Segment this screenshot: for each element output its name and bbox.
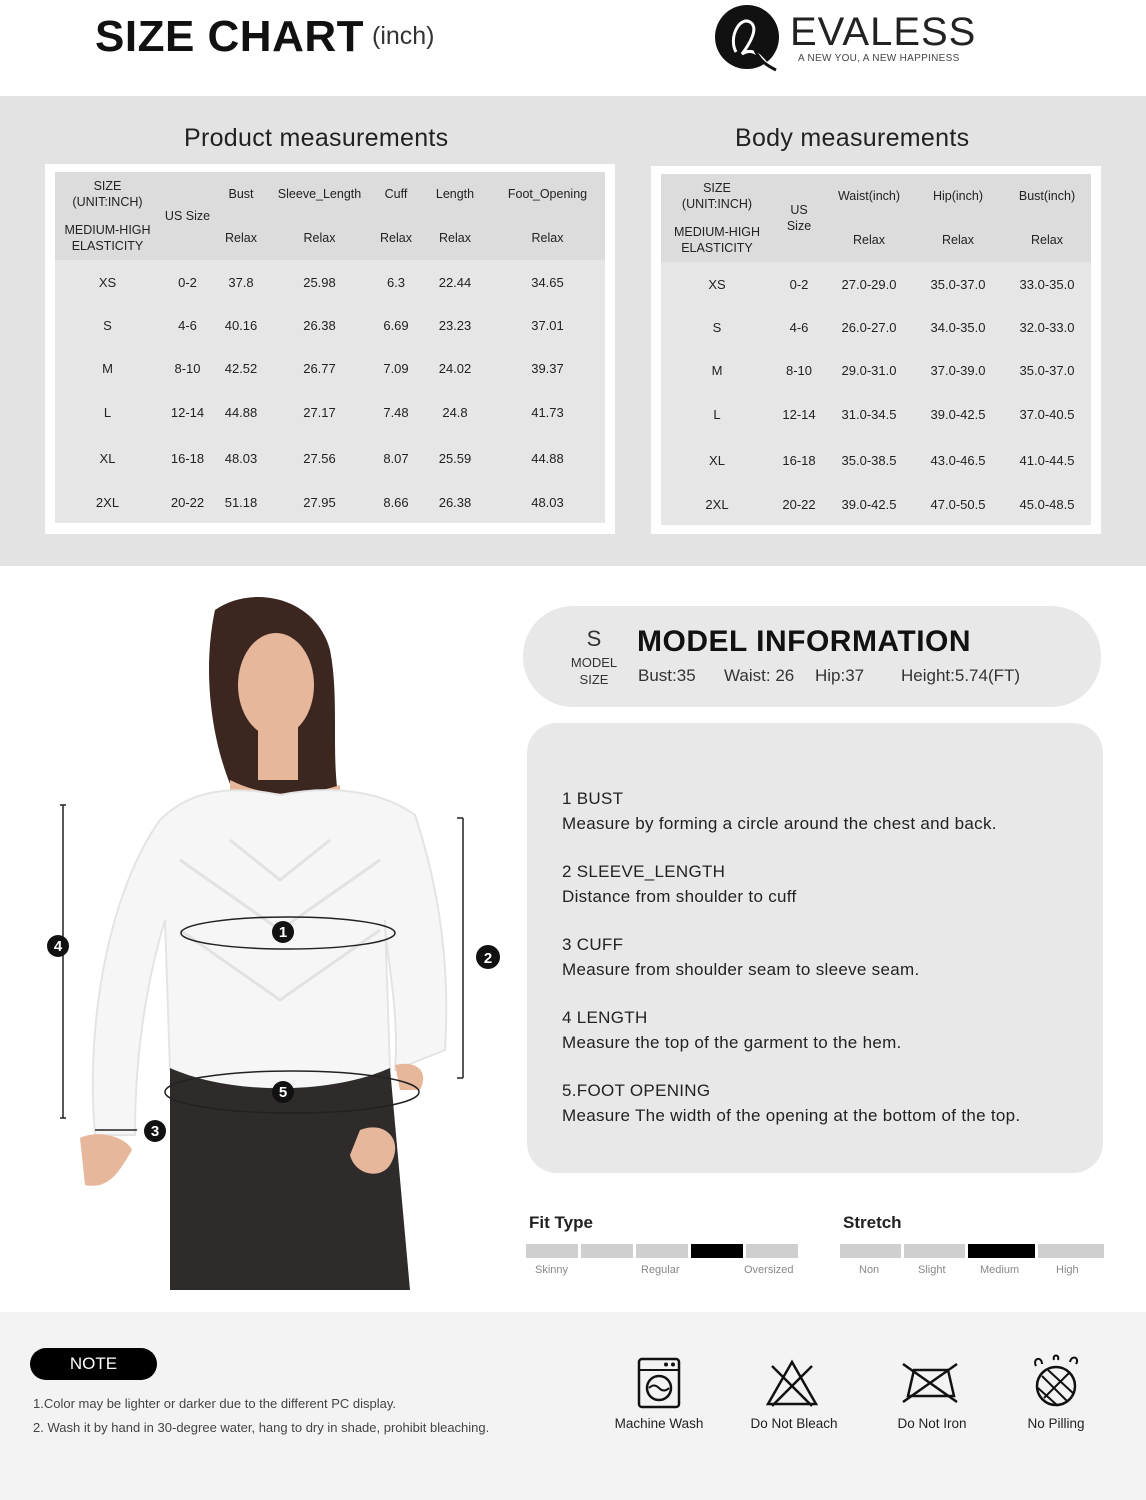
table-row bbox=[55, 304, 605, 347]
value-cell: 35.0-37.0 bbox=[930, 276, 986, 292]
measure-title: 1 BUST bbox=[562, 789, 624, 808]
measure-item bbox=[562, 786, 997, 836]
size-header bbox=[661, 174, 773, 262]
size-cell: S bbox=[712, 320, 722, 335]
jeans-shape bbox=[170, 1068, 410, 1290]
table-row bbox=[661, 483, 1091, 525]
value-cell: 48.03 bbox=[224, 450, 258, 466]
stretch-label-slight: Slight bbox=[918, 1264, 946, 1276]
value-cell: 26.38 bbox=[438, 494, 472, 510]
note-line-2: 2. Wash it by hand in 30-degree water, hang to dry in shade, prohibit bleaching. bbox=[33, 1420, 490, 1435]
brand-name: EVALESS bbox=[790, 10, 977, 54]
product-measurements-table bbox=[55, 172, 605, 523]
value-cell: 27.0-29.0 bbox=[841, 276, 897, 292]
value-cell: 37.0-40.5 bbox=[1019, 407, 1075, 422]
value-cell: 37.0-39.0 bbox=[930, 363, 986, 378]
relax-subheader: Relax bbox=[942, 233, 974, 247]
product-table-card bbox=[45, 164, 615, 534]
model-info-title: MODEL INFORMATION bbox=[637, 625, 972, 658]
relax-subheader: Relax bbox=[225, 231, 257, 245]
value-cell: 23.23 bbox=[438, 318, 472, 333]
brand-tagline: A NEW YOU, A NEW HAPPINESS bbox=[798, 53, 960, 64]
table-row bbox=[55, 435, 605, 481]
value-cell: 39.0-42.5 bbox=[841, 496, 897, 512]
value-cell: 24.8 bbox=[442, 405, 468, 420]
table-row bbox=[55, 481, 605, 523]
us-header-line: Size bbox=[786, 219, 812, 233]
us-size-cell: 20-22 bbox=[782, 496, 816, 512]
relax-subheader: Relax bbox=[531, 231, 564, 245]
value-cell: 31.0-34.5 bbox=[841, 407, 897, 422]
size-cell: M bbox=[102, 361, 113, 376]
measure-desc: Measure by forming a circle around the chest and back. bbox=[562, 814, 997, 833]
value-cell: 41.0-44.5 bbox=[1019, 452, 1075, 468]
product-measurements-title: Product measurements bbox=[184, 124, 449, 152]
col-header: Sleeve_Length bbox=[277, 187, 362, 201]
table-row bbox=[661, 349, 1091, 392]
value-cell: 43.0-46.5 bbox=[930, 452, 986, 468]
size-cell: L bbox=[713, 407, 721, 422]
col-header: Bust(inch) bbox=[1018, 189, 1076, 203]
value-cell: 29.0-31.0 bbox=[841, 363, 897, 378]
us-size-cell: 12-14 bbox=[170, 405, 205, 420]
size-header-line: SIZE bbox=[93, 179, 122, 193]
value-cell: 22.44 bbox=[438, 274, 472, 290]
size-cell: L bbox=[103, 405, 112, 420]
col-header: Length bbox=[435, 187, 475, 201]
relax-subheader: Relax bbox=[380, 231, 412, 245]
value-cell: 8.07 bbox=[383, 450, 409, 466]
body-measurements-title: Body measurements bbox=[735, 124, 970, 152]
stretch-label-high: High bbox=[1056, 1264, 1079, 1276]
us-size-cell: 16-18 bbox=[782, 452, 816, 468]
note-line-1: 1.Color may be lighter or darker due to the different PC display. bbox=[33, 1396, 396, 1411]
model-size-label-line: MODEL bbox=[570, 655, 618, 670]
measure-desc: Distance from shoulder to cuff bbox=[562, 887, 797, 906]
model-size-value: S bbox=[586, 626, 602, 651]
table-row bbox=[661, 437, 1091, 483]
value-cell: 51.18 bbox=[224, 494, 258, 510]
size-cell: M bbox=[711, 363, 723, 378]
value-cell: 6.69 bbox=[383, 318, 409, 333]
value-cell: 7.48 bbox=[383, 405, 409, 420]
fit-type-scale bbox=[526, 1244, 798, 1258]
size-cell: XS bbox=[98, 274, 117, 290]
stretch-segment bbox=[1038, 1244, 1104, 1258]
value-cell: 6.3 bbox=[386, 274, 406, 290]
value-cell: 48.03 bbox=[531, 494, 564, 510]
col-header: Waist(inch) bbox=[837, 189, 901, 203]
us-size-cell: 20-22 bbox=[170, 494, 205, 510]
brand-logo-icon bbox=[714, 2, 784, 72]
value-cell: 27.17 bbox=[303, 405, 336, 420]
neck-shape bbox=[258, 725, 298, 780]
value-cell: 40.16 bbox=[224, 318, 258, 333]
value-cell: 24.02 bbox=[438, 361, 472, 376]
size-cell: 2XL bbox=[705, 496, 729, 512]
value-cell: 39.0-42.5 bbox=[930, 407, 986, 422]
model-size-label bbox=[562, 654, 626, 688]
value-cell: 45.0-48.5 bbox=[1019, 496, 1075, 512]
value-cell: 47.0-50.5 bbox=[930, 496, 986, 512]
measure-desc: Measure The width of the opening at the bottom of the top. bbox=[562, 1106, 1021, 1125]
fit-segment bbox=[746, 1244, 798, 1258]
marker-5: 5 bbox=[278, 1084, 288, 1101]
model-height: Height:5.74(FT) bbox=[901, 666, 1021, 685]
value-cell: 33.0-35.0 bbox=[1019, 276, 1075, 292]
us-size-cell: 8-10 bbox=[785, 363, 813, 378]
size-header-line: ELASTICITY bbox=[71, 239, 144, 253]
fit-label-skinny: Skinny bbox=[535, 1264, 569, 1276]
model-size-label-line: SIZE bbox=[579, 672, 609, 687]
us-size-header bbox=[773, 174, 825, 262]
table-row bbox=[55, 390, 605, 435]
us-header-line: US bbox=[790, 203, 808, 217]
stretch-label-non: Non bbox=[859, 1264, 880, 1276]
do-not-iron-icon bbox=[900, 1358, 960, 1406]
measure-title: 2 SLEEVE_LENGTH bbox=[562, 862, 726, 881]
us-size-cell: 0-2 bbox=[178, 274, 197, 290]
us-size-cell: 0-2 bbox=[789, 276, 809, 292]
size-cell: XS bbox=[708, 276, 726, 292]
size-header-line: MEDIUM-HIGH bbox=[673, 225, 761, 239]
value-cell: 44.88 bbox=[224, 405, 258, 420]
model-photo bbox=[40, 590, 520, 1300]
care-label: Do Not Bleach bbox=[750, 1416, 838, 1431]
measure-item bbox=[562, 859, 797, 909]
measure-title: 4 LENGTH bbox=[562, 1008, 648, 1027]
stretch-scale bbox=[840, 1244, 1104, 1258]
marker-1: 1 bbox=[278, 924, 288, 941]
value-cell: 8.66 bbox=[383, 494, 409, 510]
value-cell: 41.73 bbox=[531, 405, 564, 420]
size-cell: S bbox=[103, 318, 112, 333]
us-size-cell: 4-6 bbox=[789, 320, 809, 335]
table-row bbox=[661, 262, 1091, 306]
size-header-line: (UNIT:INCH) bbox=[681, 197, 753, 211]
face-shape bbox=[238, 633, 314, 737]
col-header: Hip(inch) bbox=[932, 189, 983, 203]
value-cell: 25.98 bbox=[303, 274, 336, 290]
us-size-cell: 12-14 bbox=[782, 407, 816, 422]
relax-subheader: Relax bbox=[1031, 233, 1063, 247]
value-cell: 34.65 bbox=[531, 274, 564, 290]
size-header-line: (UNIT:INCH) bbox=[72, 195, 143, 209]
us-size-cell: 4-6 bbox=[178, 318, 197, 333]
value-cell: 26.77 bbox=[303, 361, 336, 376]
fit-segment bbox=[636, 1244, 688, 1258]
unit-label: (inch) bbox=[372, 22, 435, 50]
measure-item bbox=[562, 1005, 902, 1055]
measure-item bbox=[562, 1078, 1020, 1128]
model-bust: Bust:35 bbox=[638, 666, 696, 685]
fit-segment-selected bbox=[691, 1244, 743, 1258]
fit-segment bbox=[526, 1244, 578, 1258]
col-header: Foot_Opening bbox=[507, 187, 588, 201]
value-cell: 42.52 bbox=[224, 361, 258, 376]
machine-wash-icon bbox=[636, 1356, 682, 1410]
size-header-line: MEDIUM-HIGH bbox=[64, 223, 151, 237]
table-row bbox=[661, 306, 1091, 349]
fit-segment bbox=[581, 1244, 633, 1258]
value-cell: 44.88 bbox=[531, 450, 564, 466]
marker-3: 3 bbox=[150, 1123, 160, 1140]
relax-subheader: Relax bbox=[439, 231, 471, 245]
body-table-card bbox=[651, 166, 1101, 534]
stretch-title: Stretch bbox=[843, 1213, 902, 1232]
value-cell: 37.01 bbox=[531, 318, 564, 333]
size-cell: XL bbox=[99, 450, 116, 466]
fit-label-regular: Regular bbox=[641, 1264, 680, 1276]
care-label: Machine Wash bbox=[614, 1416, 704, 1431]
fit-label-oversized: Oversized bbox=[744, 1264, 794, 1276]
value-cell: 7.09 bbox=[383, 361, 409, 376]
col-header: Cuff bbox=[384, 187, 408, 201]
value-cell: 39.37 bbox=[531, 361, 564, 376]
measure-item bbox=[562, 932, 919, 982]
page-title: SIZE CHART bbox=[95, 12, 364, 61]
value-cell: 35.0-37.0 bbox=[1019, 363, 1075, 378]
value-cell: 32.0-33.0 bbox=[1019, 320, 1075, 335]
do-not-bleach-icon bbox=[765, 1358, 819, 1408]
stretch-segment bbox=[904, 1244, 965, 1258]
table-row bbox=[661, 392, 1091, 437]
us-size-cell: 8-10 bbox=[174, 361, 201, 376]
us-size-header: US Size bbox=[164, 209, 211, 223]
marker-2: 2 bbox=[483, 950, 493, 967]
body-measurements-table bbox=[661, 174, 1091, 525]
stretch-label-medium: Medium bbox=[980, 1264, 1020, 1276]
sweater-shape bbox=[93, 790, 446, 1135]
value-cell: 35.0-38.5 bbox=[841, 452, 897, 468]
note-badge: NOTE bbox=[30, 1348, 157, 1380]
us-size-cell: 16-18 bbox=[170, 450, 205, 466]
measure-title: 3 CUFF bbox=[562, 935, 624, 954]
relax-subheader: Relax bbox=[303, 231, 336, 245]
stretch-segment bbox=[840, 1244, 901, 1258]
table-row bbox=[55, 347, 605, 390]
col-header: Bust bbox=[228, 187, 254, 201]
value-cell: 37.8 bbox=[228, 274, 254, 290]
measure-title: 5.FOOT OPENING bbox=[562, 1081, 711, 1100]
model-waist: Waist: 26 bbox=[724, 666, 795, 685]
size-cell: 2XL bbox=[95, 494, 120, 510]
care-label: Do Not Iron bbox=[897, 1416, 967, 1431]
measure-desc: Measure the top of the garment to the hem. bbox=[562, 1033, 902, 1052]
value-cell: 34.0-35.0 bbox=[930, 320, 986, 335]
size-header-line: SIZE bbox=[703, 181, 731, 195]
size-header-line: ELASTICITY bbox=[681, 241, 753, 255]
care-label: No Pilling bbox=[1027, 1416, 1085, 1431]
size-header bbox=[55, 172, 160, 260]
marker-4: 4 bbox=[53, 938, 63, 955]
value-cell: 25.59 bbox=[438, 450, 472, 466]
relax-subheader: Relax bbox=[853, 233, 885, 247]
fit-type-title: Fit Type bbox=[529, 1213, 593, 1232]
value-cell: 26.38 bbox=[303, 318, 336, 333]
table-row bbox=[55, 260, 605, 304]
measure-desc: Measure from shoulder seam to sleeve seam. bbox=[562, 960, 920, 979]
model-hip: Hip:37 bbox=[815, 666, 865, 685]
stretch-segment-selected bbox=[968, 1244, 1035, 1258]
value-cell: 26.0-27.0 bbox=[841, 320, 897, 335]
no-pilling-icon bbox=[1030, 1354, 1082, 1410]
size-cell: XL bbox=[709, 452, 725, 468]
value-cell: 27.56 bbox=[303, 450, 336, 466]
value-cell: 27.95 bbox=[303, 494, 336, 510]
